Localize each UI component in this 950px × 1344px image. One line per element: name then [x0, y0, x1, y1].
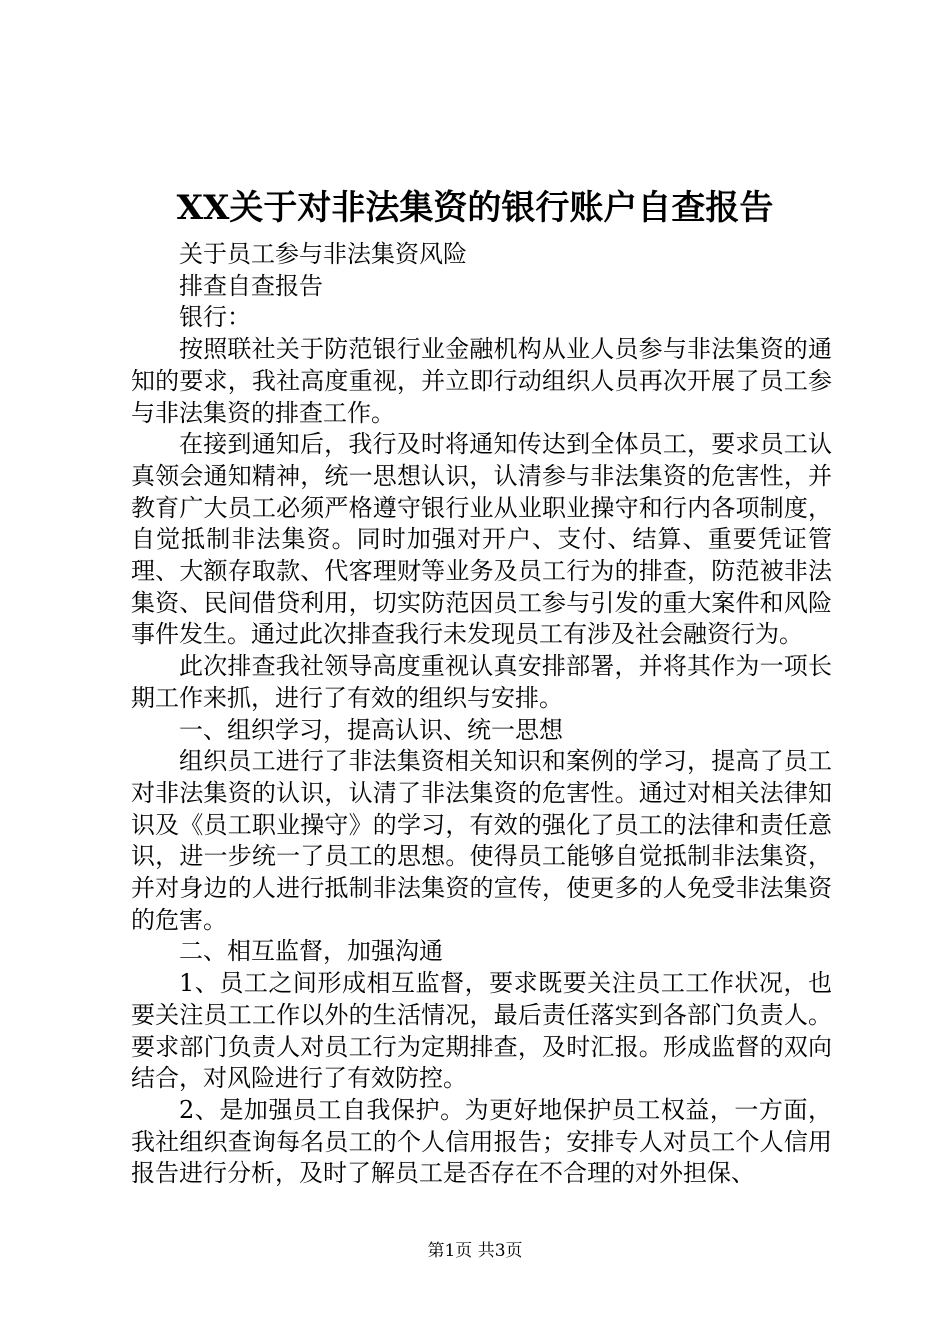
section-heading-1: 一、组织学习，提高认识、统一思想	[179, 715, 563, 744]
paragraph-subtitle-1: 关于员工参与非法集资风险	[179, 240, 467, 268]
document-title: XX关于对非法集资的银行账户自查报告	[176, 188, 774, 228]
paragraph-supervision: 1、员工之间形成相互监督，要求既要关注员工工作状况，也要关注员工工作以外的生活情况，最后责任落实到各部门负责人。要求部门负责人对员工行为定期排查，及时汇报。形成监督的双向结合，对风险进行了有效防控。	[131, 969, 832, 1093]
paragraph-subtitle-2: 排查自查报告	[179, 271, 323, 300]
paragraph-study: 组织员工进行了非法集资相关知识和案例的学习，提高了员工对非法集资的认识，认清了非法集资的危害性。通过对相关法律知识及《员工职业操守》的学习，有效的强化了员工的法律和责任意识，进一步统一了员工的思想。使得员工能够自觉抵制非法集资，并对身边的人进行抵制非法集资的宣传，使更多的人免受非法集资的危害。	[131, 747, 832, 934]
paragraph-intro: 按照联社关于防范银行业金融机构从业人员参与非法集资的通知的要求，我社高度重视，并立即行动组织人员再次开展了员工参与非法集资的排查工作。	[131, 335, 832, 427]
paragraph-self-protection: 2、是加强员工自我保护。为更好地保护员工权益，一方面，我社组织查询每名员工的个人信用报告；安排专人对员工个人信用报告进行分析，及时了解员工是否存在不合理的对外担保、	[131, 1095, 832, 1188]
paragraph-salutation: 银行：	[179, 303, 251, 332]
section-heading-2: 二、相互监督，加强沟通	[179, 937, 443, 966]
document-body	[131, 239, 832, 1190]
paragraph-leadership: 此次排查我社领导高度重视认真安排部署，并将其作为一项长期工作来抓，进行了有效的组织与安排。	[131, 652, 832, 712]
paragraph-notification: 在接到通知后，我行及时将通知传达到全体员工，要求员工认真领会通知精神，统一思想认识，认清参与非法集资的危害性，并教育广大员工必须严格遵守银行业从业职业操守和行内各项制度，自觉抵制非法集资。同时加强对开户、支付、结算、重要凭证管理、大额存取款、代客理财等业务及员工行为的排查，防范被非法集资、民间借贷利用，切实防范因员工参与引发的重大案件和风险事件发生。通过此次排查我行未发现员工有涉及社会融资行为。	[131, 430, 832, 649]
page-footer: 第1页 共3页	[427, 1241, 523, 1261]
